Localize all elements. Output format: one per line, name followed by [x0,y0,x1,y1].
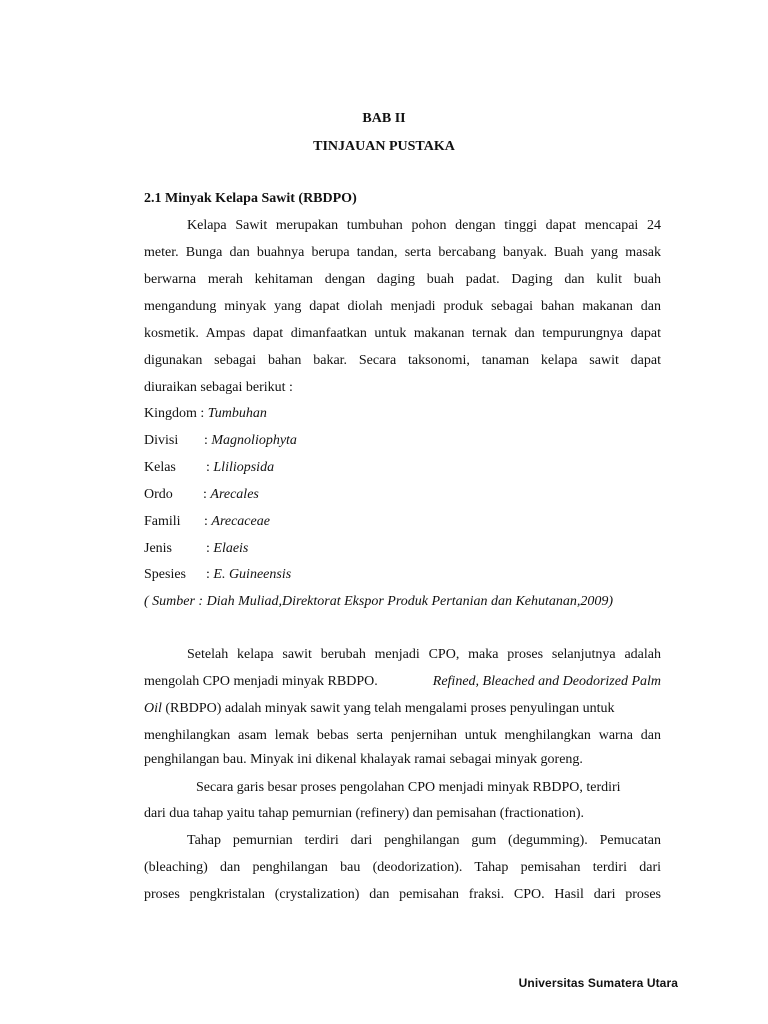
taxonomy-row [144,405,661,423]
taxonomy-row [144,540,661,558]
chapter-title: TINJAUAN PUSTAKA [313,139,455,154]
page-footer: Universitas Sumatera Utara [518,976,678,990]
paragraph-text: (RBDPO) adalah minyak sawit yang telah mengalami proses penyulingan untuk [161,701,615,716]
taxonomy-label: Kelas [144,460,176,475]
chapter-number: BAB II [362,111,406,126]
taxonomy-value: Elaeis [213,541,249,556]
paragraph-line: kosmetik. Ampas dapat dimanfaatkan untuk makanan ternak dan tempurungnya dapat [144,326,661,341]
taxonomy-value: Tumbuhan [207,406,267,421]
paragraph-line: penghilangan bau. Minyak ini dikenal khalayak ramai sebagai minyak goreng. [144,752,583,767]
taxonomy-separator: : [204,433,212,448]
paragraph-line [144,673,661,691]
taxonomy-label: Kingdom [144,406,197,421]
taxonomy-value: Magnoliophyta [211,433,297,448]
taxonomy-row [144,513,661,531]
taxonomy-row [144,566,661,584]
taxonomy-value: Arecaceae [211,514,270,529]
taxonomy-value: Arecales [210,487,259,502]
taxonomy-row [144,432,661,450]
section-heading: 2.1 Minyak Kelapa Sawit (RBDPO) [144,191,357,206]
taxonomy-separator: : [203,487,211,502]
paragraph-line: dari dua tahap yaitu tahap pemurnian (refinery) dan pemisahan (fractionation). [144,806,585,821]
taxonomy-separator: : [206,541,214,556]
paragraph-line: digunakan sebagai bahan bakar. Secara taksonomi, tanaman kelapa sawit dapat [144,353,661,368]
taxonomy-row [144,459,661,477]
taxonomy-label: Jenis [144,541,172,556]
paragraph-line: Setelah kelapa sawit berubah menjadi CPO, maka proses selanjutnya adalah [187,647,661,662]
paragraph-line: berwarna merah kehitaman dengan daging buah padat. Daging dan kulit buah [144,272,661,287]
paragraph-line: diuraikan sebagai berikut : [144,380,293,395]
taxonomy-label: Ordo [144,487,173,502]
paragraph-text: mengolah CPO menjadi minyak RBDPO. [144,674,378,689]
taxonomy-value: E. Guineensis [213,567,292,582]
paragraph-line: (bleaching) dan penghilangan bau (deodorization). Tahap pemisahan terdiri dari [144,860,661,875]
source-citation: ( Sumber : Diah Muliad,Direktorat Ekspor Produk Pertanian dan Kehutanan,2009) [144,594,614,609]
paragraph-line: menghilangkan asam lemak bebas serta penjernihan untuk menghilangkan warna dan [144,728,661,743]
paragraph-line: Kelapa Sawit merupakan tumbuhan pohon dengan tinggi dapat mencapai 24 [187,218,661,233]
taxonomy-label: Spesies [144,567,186,582]
taxonomy-separator: : [206,460,214,475]
taxonomy-value: Lliliopsida [213,460,275,475]
taxonomy-row [144,486,661,504]
paragraph-line [144,700,661,718]
term-italic: Oil [144,701,162,716]
paragraph-line: proses pengkristalan (crystalization) dan pemisahan fraksi. CPO. Hasil dari proses [144,887,661,902]
paragraph-line: mengandung minyak yang dapat diolah menjadi produk sebagai bahan makanan dan [144,299,661,314]
paragraph-line: Secara garis besar proses pengolahan CPO menjadi minyak RBDPO, terdiri [196,780,621,795]
taxonomy-label: Divisi [144,433,179,448]
paragraph-line: meter. Bunga dan buahnya berupa tandan, serta bercabang banyak. Buah yang masak [144,245,661,260]
taxonomy-separator: : [200,406,208,421]
term-italic: Refined, Bleached and Deodorized Palm [432,674,661,689]
taxonomy-label: Famili [144,514,181,529]
taxonomy-separator: : [204,514,212,529]
paragraph-line: Tahap pemurnian terdiri dari penghilangan gum (degumming). Pemucatan [187,833,661,848]
taxonomy-separator: : [206,567,214,582]
